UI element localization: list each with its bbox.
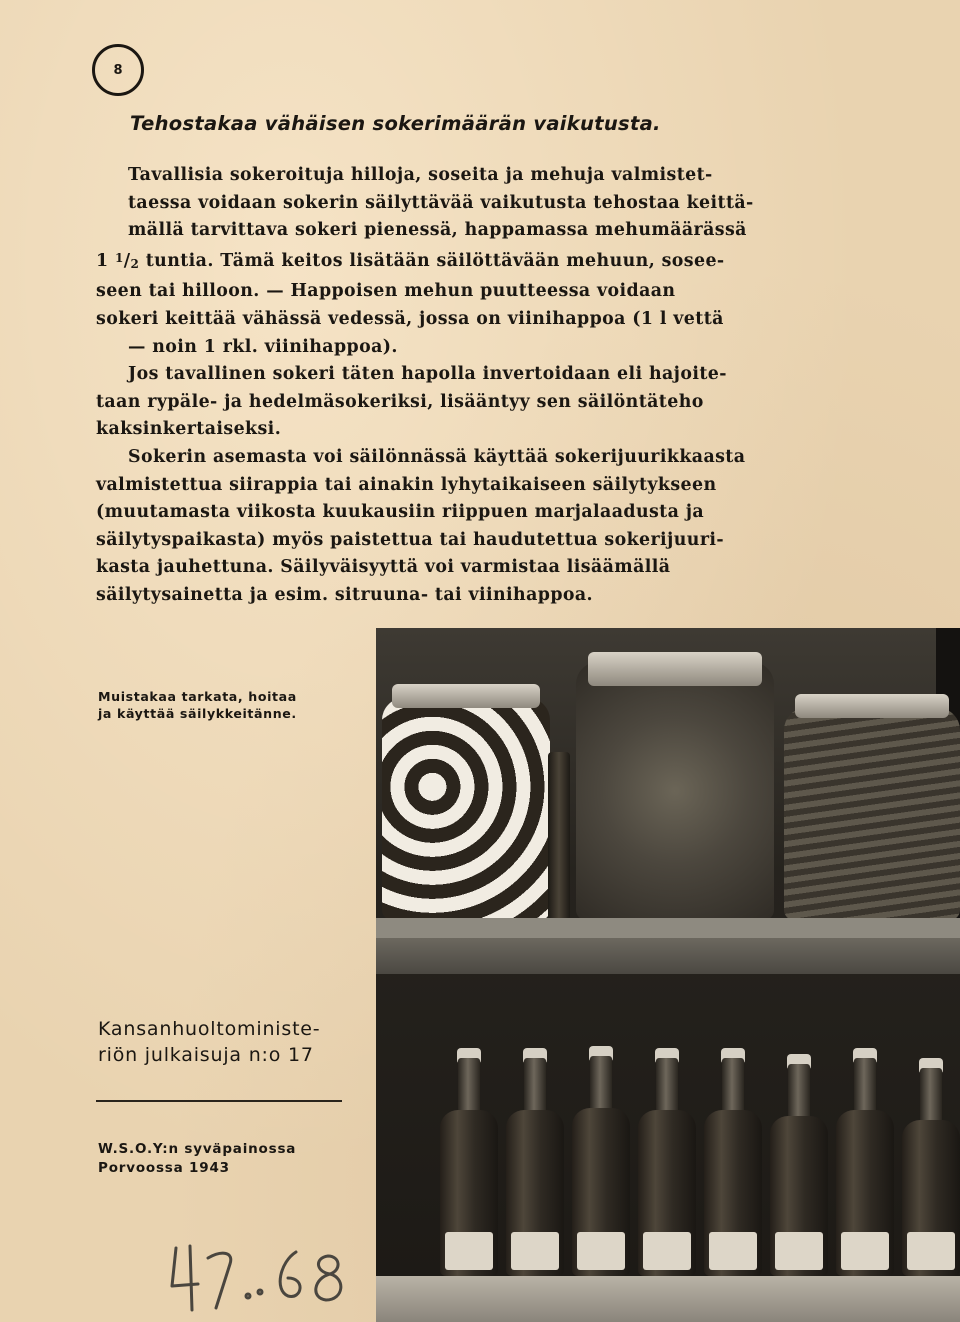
text-line: säilytysainetta ja esim. sitruuna- tai viinihappoa. xyxy=(96,584,594,605)
divider xyxy=(96,1100,342,1102)
small-bottle xyxy=(548,712,570,920)
text-line: Jos tavallinen sokeri täten hapolla invertoidaan eli hajoite- xyxy=(128,364,727,385)
page-number: 8 xyxy=(113,62,123,78)
text-line: kaksinkertaiseksi. xyxy=(96,419,282,440)
text-line: mällä tarvittava sokeri pienessä, happamassa mehumäärässä xyxy=(128,220,747,241)
bottle xyxy=(506,1058,564,1276)
page-number-badge xyxy=(92,44,144,96)
text-line-rest: tuntia. Tämä keitos lisätään säilöttävään mehuun, sosee- xyxy=(145,250,725,271)
jar-lid xyxy=(795,694,950,718)
bottle-body xyxy=(902,1120,960,1276)
bottle-label xyxy=(841,1232,890,1270)
publisher-series xyxy=(98,1016,320,1068)
text-line: taessa voidaan sokerin säilyttävää vaikutusta tehostaa keittä- xyxy=(128,192,754,213)
bottle xyxy=(572,1056,630,1276)
upper-shelf-edge xyxy=(376,938,960,974)
text-line: kasta jauhettuna. Säilyväisyyttä voi varmistaa lisäämällä xyxy=(96,557,671,578)
fraction-numerator: 1 xyxy=(114,250,124,265)
jar-vegetables xyxy=(784,708,960,920)
paragraph-1 xyxy=(96,162,874,361)
text-line: valmistettua siirappia tai ainakin lyhytaikaiseen säilytykseen xyxy=(96,474,717,495)
lower-shelf xyxy=(376,1276,960,1322)
text-line: — noin 1 rkl. viinihappoa). xyxy=(128,336,398,357)
text-line: 1 $^1$/2 tuntia. Tämä keitos lisätään säilöttävään mehuun, sosee- xyxy=(96,250,725,271)
text-line: sokeri keittää vähässä vedessä, jossa on viinihappoa (1 l vettä xyxy=(96,308,724,329)
bottle-body xyxy=(572,1108,630,1276)
text-line: seen tai hilloon. — Happoisen mehun puutteessa voidaan xyxy=(96,281,676,302)
jar-lid xyxy=(588,652,762,686)
bottle-body xyxy=(506,1110,564,1276)
jar-cabbage xyxy=(576,662,774,920)
upper-shelf xyxy=(376,918,960,938)
section-heading: Tehostakaa vähäisen sokerimäärän vaikutusta. xyxy=(130,112,661,135)
bottle-body xyxy=(704,1110,762,1276)
bottle-label xyxy=(775,1232,824,1270)
caption-line: Muistakaa tarkata, hoitaa xyxy=(98,689,297,704)
bottle-body xyxy=(638,1110,696,1276)
bottle-body xyxy=(836,1110,894,1276)
text-line: säilytyspaikasta) myös paistettua tai haudutettua sokerijuuri- xyxy=(96,529,725,550)
publisher-line: riön julkaisuja n:o 17 xyxy=(98,1044,314,1066)
paragraph-2 xyxy=(96,361,874,444)
bottle-body xyxy=(548,752,570,920)
bottle-label xyxy=(907,1232,956,1270)
bottle xyxy=(902,1068,960,1276)
text-line: Sokerin asemasta voi säilönnässä käyttää sokerijuurikkaasta xyxy=(128,446,746,467)
body-text xyxy=(96,162,874,610)
handwritten-note xyxy=(168,1238,358,1312)
preserves-photo xyxy=(376,628,960,1322)
photo-caption xyxy=(98,688,297,722)
text-line: taan rypäle- ja hedelmäsokeriksi, lisääntyy sen säilöntäteho xyxy=(96,391,704,412)
bottle xyxy=(440,1058,498,1276)
bottle-label xyxy=(643,1232,692,1270)
caption-line: ja käyttää säilykkeitänne. xyxy=(98,706,297,721)
printer-line: Porvoossa 1943 xyxy=(98,1160,230,1176)
bottle-label xyxy=(445,1232,494,1270)
bottle-body xyxy=(770,1116,828,1276)
bottle xyxy=(770,1064,828,1276)
printer-line: W.S.O.Y:n syväpainossa xyxy=(98,1141,297,1157)
bottle-body xyxy=(440,1110,498,1276)
jar-lid xyxy=(392,684,540,708)
jar-plums xyxy=(382,698,550,920)
bottle xyxy=(704,1058,762,1276)
printer-imprint xyxy=(98,1140,296,1178)
bottle-label xyxy=(709,1232,758,1270)
paragraph-3 xyxy=(96,444,874,610)
fraction-whole: 1 xyxy=(96,250,109,271)
bottle-label xyxy=(511,1232,560,1270)
text-line: (muutamasta viikosta kuukausiin riippuen marjalaadusta ja xyxy=(96,502,705,523)
publisher-line: Kansanhuoltoministe- xyxy=(98,1018,321,1040)
fraction-denominator: 2 xyxy=(130,256,140,271)
bottle xyxy=(836,1058,894,1276)
bottle-label xyxy=(577,1232,626,1270)
text-line: Tavallisia sokeroituja hilloja, soseita ja mehuja valmistet- xyxy=(128,165,713,185)
bottle xyxy=(638,1058,696,1276)
